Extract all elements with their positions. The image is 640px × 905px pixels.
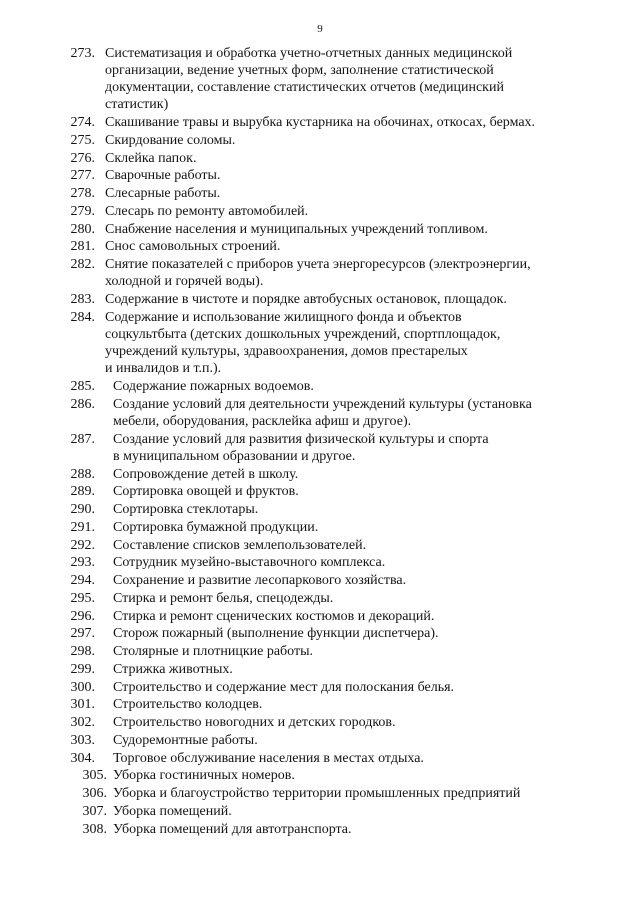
item-text-line: Систематизация и обработка учетно-отчетных данных медицинской bbox=[105, 46, 513, 61]
list-item bbox=[0, 554, 640, 571]
item-text bbox=[113, 572, 406, 589]
item-number: 307. bbox=[82, 803, 107, 819]
item-number: 286. bbox=[70, 396, 95, 412]
list-item bbox=[0, 767, 640, 784]
item-number: 292. bbox=[70, 537, 95, 553]
item-number: 284. bbox=[70, 309, 95, 325]
item-text-line: Уборка и благоустройство территории промышленных предприятий bbox=[113, 786, 521, 802]
item-text bbox=[105, 256, 531, 290]
item-text bbox=[105, 221, 488, 238]
item-number: 306. bbox=[82, 786, 107, 802]
numbered-list bbox=[0, 45, 640, 838]
item-number: 280. bbox=[70, 221, 95, 237]
item-text-line: Сторож пожарный (выполнение функции диспетчера). bbox=[113, 626, 439, 642]
list-item bbox=[0, 431, 640, 465]
item-number: 285. bbox=[70, 379, 95, 395]
list-item bbox=[0, 803, 640, 820]
item-text-line: Слесарные работы. bbox=[105, 186, 221, 202]
item-text-line: Стирка и ремонт сценических костюмов и декораций. bbox=[113, 608, 435, 624]
list-item bbox=[0, 821, 640, 838]
list-item bbox=[0, 696, 640, 713]
item-text bbox=[113, 483, 299, 500]
item-text bbox=[105, 167, 220, 184]
item-text-line: Торговое обслуживание населения в местах отдыха. bbox=[113, 750, 424, 766]
item-text-line: Сортировка стеклотары. bbox=[113, 502, 259, 518]
item-text-line: Сохранение и развитие лесопаркового хозяйства. bbox=[113, 573, 407, 589]
list-item bbox=[0, 378, 640, 395]
list-item bbox=[0, 466, 640, 483]
item-text bbox=[113, 501, 258, 518]
item-text-line: Скашивание травы и вырубка кустарника на обочинах, откосах, бермах. bbox=[105, 115, 536, 131]
list-item bbox=[0, 45, 640, 114]
item-text-line: Стрижка животных. bbox=[113, 661, 233, 677]
item-text bbox=[113, 643, 313, 660]
item-text-line: Сотрудник музейно-выставочного комплекса. bbox=[113, 555, 386, 571]
item-text bbox=[113, 537, 366, 554]
item-text bbox=[113, 714, 396, 731]
item-number: 299. bbox=[70, 661, 95, 677]
list-item bbox=[0, 483, 640, 500]
item-text-line: Составление списков землепользователей. bbox=[113, 537, 367, 553]
item-text bbox=[113, 554, 385, 571]
item-text bbox=[113, 679, 454, 696]
list-item bbox=[0, 785, 640, 802]
item-text-line: Сортировка бумажной продукции. bbox=[113, 519, 319, 535]
item-text-line: и инвалидов и т.п.). bbox=[105, 361, 222, 377]
item-number: 277. bbox=[70, 168, 95, 184]
item-text bbox=[113, 396, 532, 430]
item-text-line: холодной и горячей воды). bbox=[105, 274, 264, 290]
item-text-line: учреждений культуры, здравоохранения, домов престарелых bbox=[105, 344, 468, 360]
item-text bbox=[105, 291, 507, 308]
list-item bbox=[0, 590, 640, 607]
item-number: 305. bbox=[82, 768, 107, 784]
item-number: 287. bbox=[70, 431, 95, 447]
item-number: 298. bbox=[70, 644, 95, 660]
list-item bbox=[0, 256, 640, 290]
item-number: 303. bbox=[70, 732, 95, 748]
list-item bbox=[0, 221, 640, 238]
item-text-line: Сопровождение детей в школу. bbox=[113, 466, 299, 482]
item-text bbox=[105, 114, 535, 131]
item-number: 290. bbox=[70, 502, 95, 518]
page-number: 9 bbox=[317, 23, 323, 35]
item-number: 297. bbox=[70, 626, 95, 642]
item-text bbox=[113, 590, 333, 607]
item-number: 308. bbox=[82, 821, 107, 837]
item-text bbox=[113, 466, 298, 483]
item-text bbox=[113, 661, 233, 678]
item-number: 296. bbox=[70, 608, 95, 624]
item-number: 301. bbox=[70, 697, 95, 713]
item-text bbox=[113, 821, 352, 838]
item-number: 295. bbox=[70, 590, 95, 606]
list-item bbox=[0, 501, 640, 518]
item-number: 293. bbox=[70, 555, 95, 571]
item-text bbox=[105, 185, 220, 202]
item-number: 300. bbox=[70, 679, 95, 695]
item-text-line: Стирка и ремонт белья, спецодежды. bbox=[113, 590, 334, 606]
item-number: 302. bbox=[70, 715, 95, 731]
item-text bbox=[113, 431, 489, 465]
item-number: 294. bbox=[70, 573, 95, 589]
item-text bbox=[113, 750, 424, 767]
item-text bbox=[105, 45, 512, 114]
item-text-line: статистик) bbox=[105, 97, 169, 113]
list-item bbox=[0, 238, 640, 255]
list-item bbox=[0, 732, 640, 749]
item-text-line: Скирдование соломы. bbox=[105, 132, 236, 148]
item-text-line: Снабжение населения и муниципальных учреждений топливом. bbox=[105, 221, 488, 237]
item-text-line: Строительство колодцев. bbox=[113, 697, 263, 713]
item-text-line: Строительство и содержание мест для полоскания белья. bbox=[113, 679, 455, 695]
item-text-line: Судоремонтные работы. bbox=[113, 732, 258, 748]
item-number: 281. bbox=[70, 239, 95, 255]
list-item bbox=[0, 132, 640, 149]
item-number: 289. bbox=[70, 484, 95, 500]
item-text bbox=[105, 150, 196, 167]
item-text bbox=[113, 803, 232, 820]
item-text bbox=[113, 785, 520, 802]
item-text-line: Снятие показателей с приборов учета энергоресурсов (электроэнергии, bbox=[105, 257, 531, 273]
item-text-line: Слесарь по ремонту автомобилей. bbox=[105, 203, 309, 219]
item-number: 273. bbox=[70, 46, 95, 61]
list-item bbox=[0, 661, 640, 678]
list-item bbox=[0, 572, 640, 589]
item-text bbox=[113, 732, 258, 749]
list-item bbox=[0, 150, 640, 167]
item-text bbox=[105, 132, 235, 149]
list-item bbox=[0, 203, 640, 220]
item-text-line: Создание условий для развития физической культуры и спорта bbox=[113, 431, 489, 447]
list-item bbox=[0, 679, 640, 696]
item-text-line: организации, ведение учетных форм, заполнение статистической bbox=[105, 63, 494, 79]
item-text-line: Столярные и плотницкие работы. bbox=[113, 644, 314, 660]
list-item bbox=[0, 608, 640, 625]
item-number: 288. bbox=[70, 466, 95, 482]
item-text bbox=[113, 767, 295, 784]
item-text-line: Создание условий для деятельности учреждений культуры (установка bbox=[113, 396, 532, 412]
item-number: 304. bbox=[70, 750, 95, 766]
item-text-line: Содержание пожарных водоемов. bbox=[113, 379, 314, 395]
list-item bbox=[0, 396, 640, 430]
item-text-line: соцкультбыта (детских дошкольных учреждений, спортплощадок, bbox=[105, 327, 501, 343]
list-item bbox=[0, 750, 640, 767]
list-item bbox=[0, 185, 640, 202]
item-number: 283. bbox=[70, 292, 95, 308]
list-item bbox=[0, 291, 640, 308]
item-text-line: Склейка папок. bbox=[105, 150, 197, 166]
item-text bbox=[105, 238, 280, 255]
item-text-line: Уборка помещений. bbox=[113, 803, 232, 819]
list-item bbox=[0, 714, 640, 731]
list-item bbox=[0, 309, 640, 378]
list-item bbox=[0, 114, 640, 131]
item-text bbox=[105, 203, 308, 220]
item-text bbox=[113, 696, 262, 713]
item-number: 276. bbox=[70, 150, 95, 166]
item-number: 274. bbox=[70, 115, 95, 131]
item-number: 278. bbox=[70, 186, 95, 202]
list-item bbox=[0, 519, 640, 536]
item-text-line: Уборка помещений для автотранспорта. bbox=[113, 821, 352, 837]
item-text-line: Уборка гостиничных номеров. bbox=[113, 768, 295, 784]
item-text-line: Сварочные работы. bbox=[105, 168, 221, 184]
item-text-line: Строительство новогодних и детских городков. bbox=[113, 715, 396, 731]
item-text-line: Содержание в чистоте и порядке автобусных остановок, площадок. bbox=[105, 292, 507, 308]
item-text bbox=[113, 378, 314, 395]
item-text bbox=[113, 625, 439, 642]
item-text-line: документации, составление статистических отчетов (медицинский bbox=[105, 80, 504, 96]
item-text-line: Сортировка овощей и фруктов. bbox=[113, 484, 299, 500]
item-text-line: в муниципальном образовании и другое. bbox=[113, 448, 356, 464]
item-number: 291. bbox=[70, 519, 95, 535]
item-number: 282. bbox=[70, 257, 95, 273]
item-number: 279. bbox=[70, 203, 95, 219]
item-text-line: Снос самовольных строений. bbox=[105, 239, 281, 255]
list-item bbox=[0, 537, 640, 554]
item-text-line: мебели, оборудования, расклейка афиш и другое). bbox=[113, 414, 412, 429]
item-text bbox=[105, 309, 500, 378]
item-text-line: Содержание и использование жилищного фонда и объектов bbox=[105, 309, 462, 325]
list-item bbox=[0, 167, 640, 184]
list-item bbox=[0, 625, 640, 642]
item-text bbox=[113, 608, 434, 625]
item-number: 275. bbox=[70, 132, 95, 148]
item-text bbox=[113, 519, 318, 536]
list-item bbox=[0, 643, 640, 660]
